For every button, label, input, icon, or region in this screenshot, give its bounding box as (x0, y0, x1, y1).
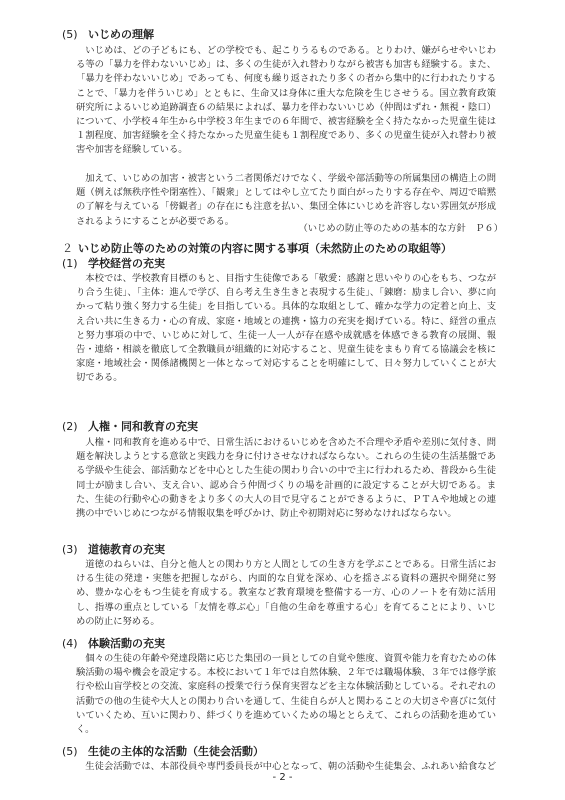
subsection-title: 学校経営の充実 (88, 257, 165, 270)
source-citation: （いじめの防止等のための基本的な方針 Ｐ６） (298, 223, 503, 234)
subsection-title: 道徳教育の充実 (88, 543, 165, 556)
section-heading-bullying-understanding (62, 28, 154, 42)
subsection-heading-experience-activities (62, 637, 165, 651)
subsection-title: 体験活動の充実 (88, 637, 165, 650)
chapter-heading (62, 242, 452, 256)
page-number: - 2 - (272, 772, 293, 783)
subsection-heading-student-council (62, 745, 264, 759)
paragraph: 個々の生徒の年齢や発達段階に応じた集団の一員としての自覚や態度、資質や能力を育むための体験活動の場や機会を設定する。本校において１年では自然体験、２年では職場体験、３年では修学旅行や松山盲学校との交流、家庭科の授業で行う保育実習などを主な体験活動としている。それぞれの活動での他の生徒や大人との関わり合いを通して、生徒自らが人と関わることの大切さや喜びに気付いていくため、互いに関わり、絆づくりを進めていくための場ととらえて、これらの活動を進めていく。 (76, 653, 496, 736)
subsection-number: (2) (62, 420, 78, 433)
paragraph: 生徒会活動では、本部役員や専門委員長が中心となって、朝の活動や生徒集会、ふれあい給食など (85, 761, 496, 772)
subsection-number: (1) (62, 257, 78, 270)
subsection-heading-human-rights (62, 420, 198, 434)
paragraph: 道徳のねらいは、自分と他人との関わり方と人間としての生き方を学ぶことである。日常生活における生徒の発達・実態を把握しながら、内面的な自覚を深め、心を揺さぶる資料の選択や開発に努め、豊かな心をもつ生徒を育成する。教室など教育環境を整備する一方、心のノートを有効に活用し、指導の重点としている「友情を尊ぶ心」「自他の生命を尊重する心」を育てることにより、いじめの防止に努める。 (76, 559, 496, 627)
subsection-number: (5) (62, 745, 78, 758)
paragraph: 本校では、学校教育目標のもと、目指す生徒像である「敬愛：感謝と思いやりの心をもち、つながり合う生徒」、「主体：進んで学び、自ら考え生き生きと表現する生徒」、「錬磨：励まし合い、夢に向かって粘り強く努力する生徒」を目指している。具体的な取組として、確かな学力の定着と向上、支え合い共に生きる力・心の育成、家庭・地域との連携・協力の充実を掲げている。特に、経営の重点と努力事項の中で、いじめに対して、生徒一人一人が存在感や成就感を体感できる教育の展開、報告・連絡・相談を徹底して全教職員が組織的に対応すること、児童生徒をまもり育てる協議会を核に家庭・地域社会・関係諸機関と一体となって対応することを明確にして、日々努力していくことが大切である。 (76, 273, 496, 384)
section-number: (5) (62, 28, 78, 41)
subsection-number: (3) (62, 543, 78, 556)
section-title: いじめの理解 (88, 28, 154, 41)
paragraph: いじめは、どの子どもにも、どの学校でも、起こりうるものである。とりわけ、嫌がらせやいじわる等の「暴力を伴わないいじめ」は、多くの生徒が入れ替わりながら被害も加害も経験する。また、「暴力を伴わないいじめ」であっても、何度も繰り返されたり多くの者から集中的に行われたりすることで、「暴力を伴ういじめ」とともに、生命又は身体に重大な危険を生じさせうる。国立教育政策研究所によるいじめ追跡調査６の結果によれば、暴力を伴わないいじめ（仲間はずれ・無視・陰口）について、小学校４年生から中学校３年生までの６年間で、被害経験を全く持たなかった児童生徒は１割程度、加害経験を全く持たなかった児童生徒も１割程度であり、多くの児童生徒が入れ替わり被害や加害を経験している。 (76, 45, 496, 156)
subsection-title: 人権・同和教育の充実 (88, 420, 198, 433)
chapter-number: ２ (62, 242, 73, 255)
subsection-title: 生徒の主体的な活動（生徒会活動） (88, 745, 264, 758)
paragraph: 加えて、いじめの加害・被害という二者関係だけでなく、学級や部活動等の所属集団の構造上の問題（例えば無秩序性や閉塞性）、「観衆」としてはやし立てたり面白がったりする存在や、周辺で暗黙の了解を与えている「傍観者」の存在にも注意を払い、集団全体にいじめを許容しない雰囲気が形成されるようにすることが必要である。 (76, 173, 496, 227)
subsection-number: (4) (62, 637, 78, 650)
chapter-title: いじめ防止等のための対策の内容に関する事項（未然防止のための取組等） (78, 242, 452, 255)
paragraph: 人権・同和教育を進める中で、日常生活におけるいじめを含めた不合理や矛盾や差別に気付き、問題を解決しようとする意欲と実践力を身に付けさせなければならない。これらの生徒の生活基盤である学級や生徒会、部活動などを中心とした生徒の関わり合いの中で主に行われるため、普段から生徒同士が励まし合い、支え合い、認め合う仲間づくりの場を計画的に設定することが大切である。また、生徒の行動や心の動きをより多くの大人の目で見守ることができるように、ＰＴＡや地域との連携の中でいじめにつながる情報収集を呼びかけ、防止や初期対応に努めなければならない。 (76, 437, 496, 520)
subsection-heading-school-management (62, 257, 165, 271)
subsection-heading-moral-education (62, 543, 165, 557)
